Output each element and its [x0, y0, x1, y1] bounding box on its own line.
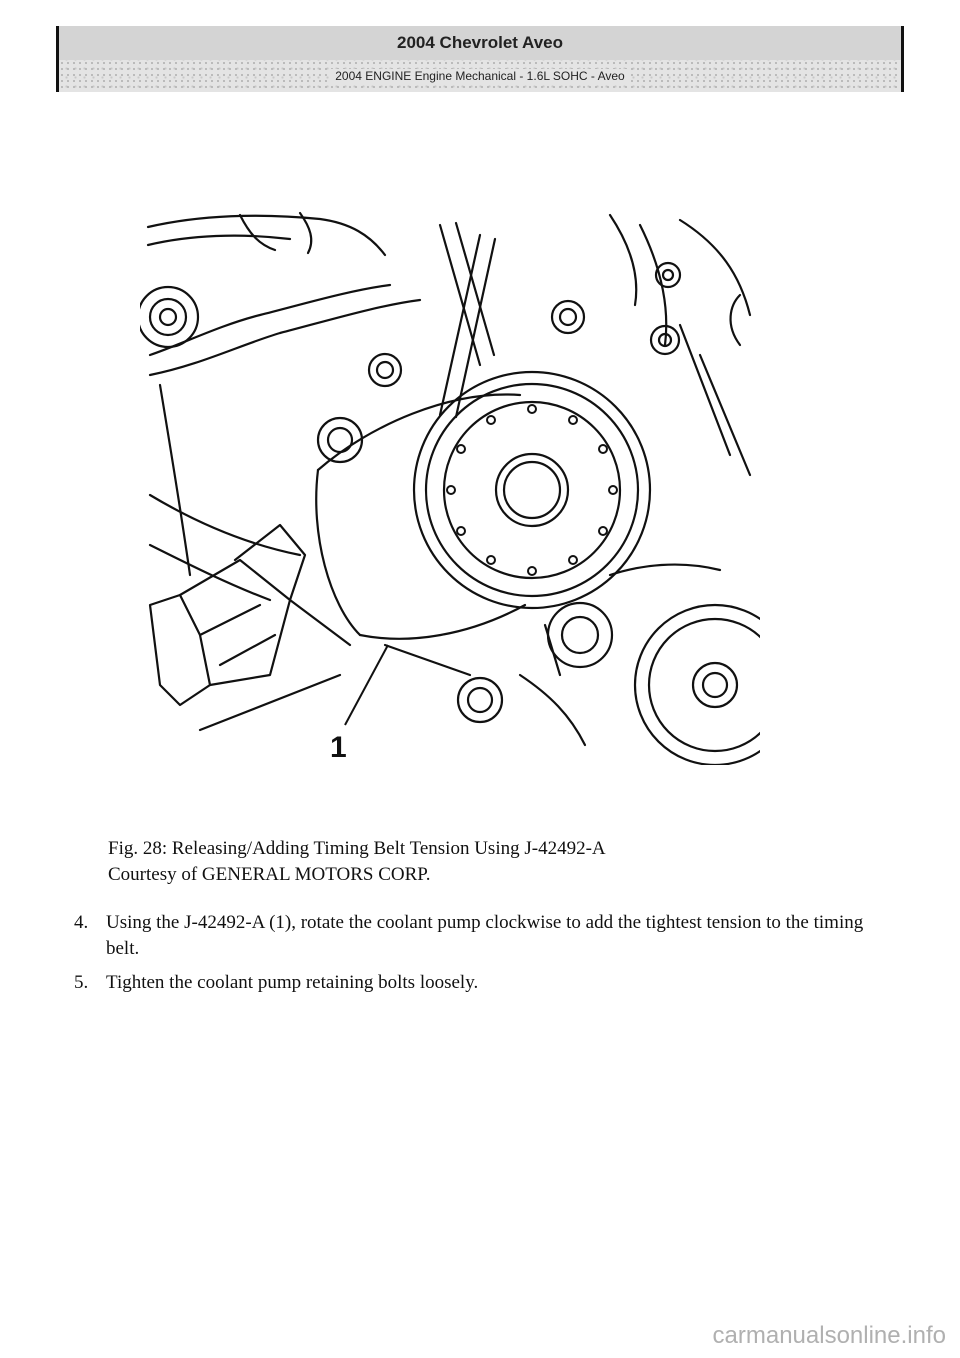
step-item — [74, 910, 894, 962]
document-header — [56, 26, 904, 92]
step-number: 5. — [74, 972, 89, 993]
site-watermark: carmanualsonline.info — [712, 1322, 946, 1349]
step-text: Using the J-42492-A (1), rotate the coolant pump clockwise to add the tightest tension to the timing belt. — [106, 912, 864, 959]
timing-belt-figure — [140, 205, 760, 765]
document-subtitle — [59, 60, 901, 92]
procedure-steps — [74, 910, 894, 1004]
step-number: 4. — [74, 912, 89, 933]
document-title: 2004 Chevrolet Aveo — [59, 26, 901, 60]
figure-caption — [108, 836, 868, 888]
callout-label: 1 — [330, 731, 347, 764]
caption-line-2: Courtesy of GENERAL MOTORS CORP. — [108, 864, 431, 885]
engine-line-drawing — [140, 205, 760, 765]
caption-line-1: Fig. 28: Releasing/Adding Timing Belt Tension Using J-42492-A — [108, 838, 606, 859]
step-text: Tighten the coolant pump retaining bolts loosely. — [106, 972, 479, 993]
step-item — [74, 970, 894, 996]
document-subtitle-text: 2004 ENGINE Engine Mechanical - 1.6L SOHC - Aveo — [329, 69, 630, 83]
